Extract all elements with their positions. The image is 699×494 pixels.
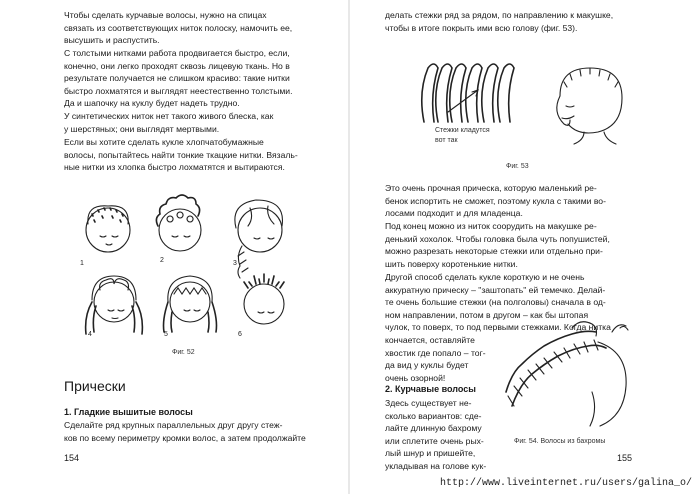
left-page xyxy=(0,0,349,494)
paragraph-thick-threads: С толстыми нитками работа продвигается быстро, если, конечно, они легко проходят сквозь лицевую ткань. Но в результате получается не слишком красиво: такие нитки быстро лохматятся и выглядят неестественно толстыми. Да и шапочку на куклу будет надеть трудно. xyxy=(64,48,293,109)
figure-label-1: 1 xyxy=(80,260,84,267)
paragraph-cotton-hair: Если вы хотите сделать кукле хлопчатобумажные волосы, попытайтесь найти тонкие ткацкие нитки. Вязаль- ные нитки из хлопка быстро лохматятся и вытираются. xyxy=(64,137,298,173)
figure-label-2: 2 xyxy=(160,257,164,264)
watermark-url: http://www.liveinternet.ru/users/galina_o/ xyxy=(440,478,693,489)
subsection-title-2: 2. Курчавые волосы xyxy=(385,384,476,394)
figure-53-note: Стежки кладутся вот так xyxy=(435,127,490,144)
doll-head-6 xyxy=(244,274,284,324)
figure-54-caption: Фиг. 54. Волосы из бахромы xyxy=(514,438,606,445)
figure-label-5: 5 xyxy=(164,331,168,338)
paragraph-curly-options: Здесь существует не- сколько вариантов: сде- лайте длинную бахрому или сплетите очень рых- лый шнур и пришейте, укладывая на голове кук- xyxy=(385,398,487,471)
paragraph-knitted-curls: Чтобы сделать курчавые волосы, нужно на спицах связать из соответствующих ниток полоску, намочить ее, высушить и распустить. xyxy=(64,10,293,46)
figure-52-doll-heads xyxy=(80,190,310,340)
page-number-right: 155 xyxy=(617,453,633,463)
figure-53-caption: Фиг. 53 xyxy=(506,163,529,170)
paragraph-stitch-rows: делать стежки ряд за рядом, по направлению к макушке, чтобы в итоге покрыть ими всю голову (фиг. 53). xyxy=(385,10,614,33)
doll-head-5 xyxy=(164,276,217,332)
doll-head-3 xyxy=(235,200,283,278)
doll-head-1 xyxy=(86,206,130,252)
figure-label-4: 4 xyxy=(88,331,92,338)
section-title: Прически xyxy=(64,378,126,394)
paragraph-stitches: Сделайте ряд крупных параллельных друг другу стеж- ков по всему периметру кромки волос, а затем продолжайте xyxy=(64,420,306,443)
right-page xyxy=(350,0,699,494)
paragraph-darned-crown: Другой способ сделать кукле короткую и не очень аккуратную прическу – "заштопать" ей темечко. Делай- те очень большие стежки (на полголовы) сначала в од- ном направлении, потом в другом – как бы штопая чулок, то поверх, то под первыми стежками. Когда нитка xyxy=(385,272,611,333)
paragraph-synthetic-threads: У синтетических ниток нет такого живого блеска, как у шерстяных; они выглядят мертвыми. xyxy=(64,111,274,134)
figure-53-doll-head xyxy=(540,66,630,146)
figure-53-stitch-illustration xyxy=(418,62,533,126)
figure-52-caption: Фиг. 52 xyxy=(172,349,195,356)
paragraph-playful-tail: кончается, оставляйте хвостик где попало – тог- да вид у куклы будет очень озорной! xyxy=(385,335,486,383)
paragraph-topknot: Под конец можно из ниток соорудить на макушке ре- денький хохолок. Чтобы головка была чуть попушистей, можно разрезать некоторые стежки или отдельно при- шить поверху коротенькие нитки. xyxy=(385,221,610,269)
figure-label-3: 3 xyxy=(233,260,237,267)
figure-label-6: 6 xyxy=(238,331,242,338)
page-number-left: 154 xyxy=(64,453,80,463)
figure-54-fringe-hair xyxy=(502,322,642,432)
subsection-title-1: 1. Гладкие вышитые волосы xyxy=(64,407,193,417)
doll-head-4 xyxy=(86,276,143,334)
doll-head-2 xyxy=(156,195,201,251)
paragraph-durable-hairstyle: Это очень прочная прическа, которую маленький ре- бенок испортить не сможет, поэтому кукла с такими во- лосами подходит и для младенца. xyxy=(385,183,606,219)
